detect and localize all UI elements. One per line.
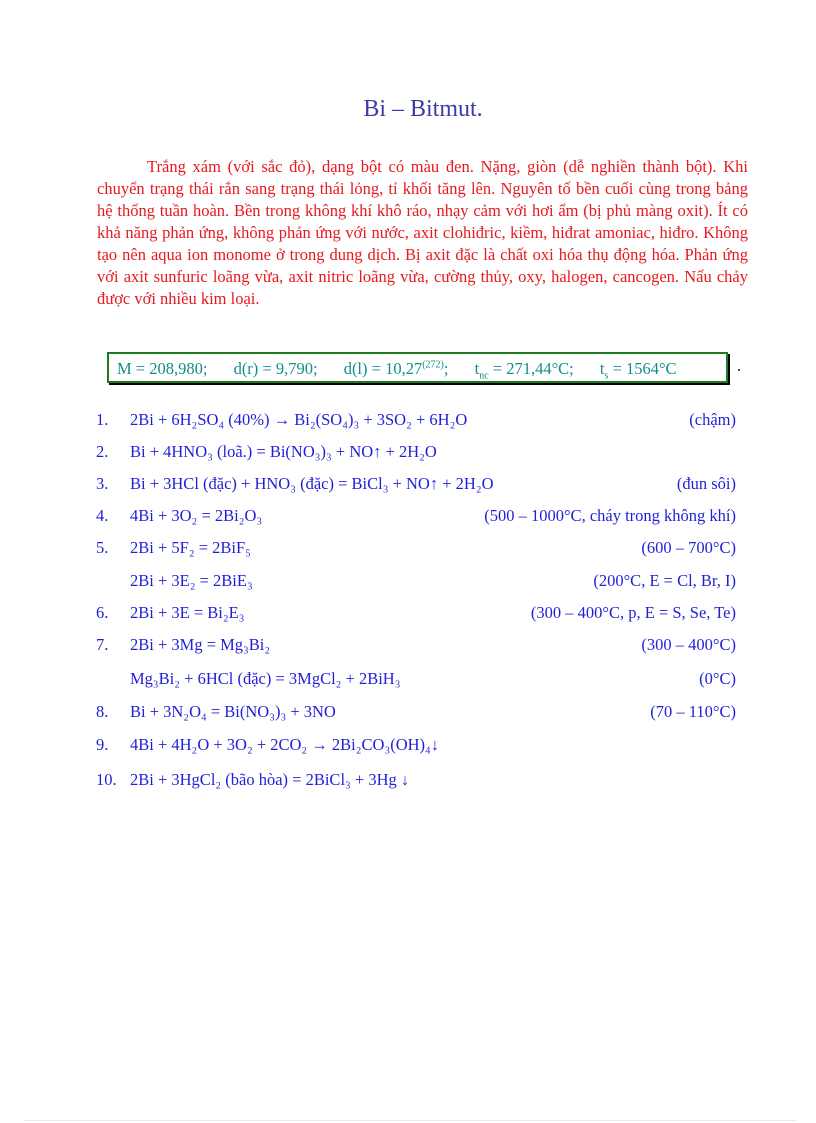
reaction-row (96, 442, 736, 464)
reaction-row (96, 571, 736, 593)
reaction-row (96, 474, 736, 496)
reaction-equation: 2Bi + 6H₂SO₄ (40%) → Bi₂(SO₄)₃ + 3SO₂ + 6H₂O (130, 410, 468, 429)
melting-point-label: t (474, 359, 480, 378)
page-bottom-divider (25, 1120, 795, 1121)
properties-line (117, 359, 677, 381)
boiling-point-value: = 1564°C (608, 359, 677, 378)
reaction-condition: (70 – 110°C) (650, 702, 736, 721)
reaction-number: 7. (96, 635, 109, 654)
reaction-equation: Mg₃Bi₂ + 6HCl (đặc) = 3MgCl₂ + 2BiH₃ (130, 669, 401, 688)
reaction-number: 6. (96, 603, 109, 622)
reaction-number: 4. (96, 506, 109, 525)
reaction-row (96, 410, 736, 432)
reaction-number: 10. (96, 770, 117, 789)
density-liquid-temp: (272) (422, 359, 444, 371)
description-paragraph: Trắng xám (với sắc đỏ), dạng bột có màu đen. Nặng, giòn (dễ nghiền thành bột). Khi chuyển trạng thái rắn sang trạng thái lỏng, tỉ khối tăng lên. Nguyên tố bền cuối cùng trong bảng hệ thống tuần hoàn. Bền trong không khí khô ráo, nhạy cảm với hơi ẩm (bị phủ màng oxit). Ít có khả năng phản ứng, không phản ứng với nước, axit clohiđric, kiềm, hiđrat amoniac, hiđro. Không tạo nên aqua ion monome ở trong dung dịch. Bị axit đặc là chất oxi hóa thụ động hóa. Phản ứng với axit sunfuric loãng vừa, axit nitric loãng vừa, cường thủy, oxy, halogen, cancogen. Nấu chảy được với nhiều kim loại. (97, 157, 748, 308)
density-liquid: $d(l) = 10,27^{(272)}$; (343, 359, 449, 378)
reaction-row (96, 702, 736, 724)
reaction-equation: Bi + 4HNO₃ (loã.) = Bi(NO₃)₃ + NO↑ + 2H₂O (130, 442, 437, 461)
reaction-equation: 4Bi + 4H₂O + 3O₂ + 2CO₂ → 2Bi₂CO₃(OH)₄↓ (130, 735, 440, 754)
melting-point-sub: nc (479, 370, 489, 382)
density-solid: d(r) = 9,790; (233, 359, 318, 378)
reaction-equation: 2Bi + 3E = Bi₂E₃ (130, 603, 245, 622)
reaction-equation: 2Bi + 5F₂ = 2BiF₅ (130, 538, 251, 557)
reaction-condition: (300 – 400°C) (641, 635, 736, 654)
reaction-equation: 2Bi + 3Mg = Mg₃Bi₂ (130, 635, 271, 654)
melting-point-value: = 271,44°C; (488, 359, 574, 378)
reaction-equation: Bi + 3HCl (đặc) + HNO₃ (đặc) = BiCl₃ + NO↑ + 2H₂O (130, 474, 494, 493)
reaction-row (96, 635, 736, 657)
boiling-point (599, 359, 677, 382)
reaction-condition: (chậm) (689, 410, 736, 429)
reaction-equation: Bi + 3N₂O₄ = Bi(NO₃)₃ + 3NO (130, 702, 336, 721)
reaction-row (96, 506, 736, 528)
properties-end-dot: . (737, 358, 741, 375)
reaction-row (96, 669, 736, 691)
reaction-equation: 2Bi + 3E₂ = 2BiE₃ (130, 571, 253, 590)
reaction-condition: (200°C, E = Cl, Br, I) (593, 571, 736, 590)
reaction-number: 8. (96, 702, 109, 721)
melting-point (474, 359, 574, 382)
reaction-number: 3. (96, 474, 109, 493)
reaction-condition: (300 – 400°C, p, E = S, Se, Te) (530, 603, 736, 622)
boiling-point-label: t (599, 359, 605, 378)
page-title: Bi – Bitmut. (363, 96, 483, 122)
reaction-row (96, 603, 736, 625)
properties-box (107, 352, 728, 383)
reaction-number: 5. (96, 538, 109, 557)
reaction-condition: (đun sôi) (676, 474, 736, 493)
reaction-row (96, 735, 736, 757)
reaction-condition: (500 – 1000°C, cháy trong không khí) (484, 506, 736, 525)
reaction-row (96, 770, 736, 792)
reaction-equation: 4Bi + 3O₂ = 2Bi₂O₃ (130, 506, 263, 525)
reaction-number: 2. (96, 442, 109, 461)
reaction-condition: (0°C) (699, 669, 736, 688)
reaction-condition: (600 – 700°C) (641, 538, 736, 557)
reaction-number: 9. (96, 735, 109, 754)
reaction-row (96, 538, 736, 560)
density-liquid-value: d(l) = 10,27 (343, 359, 423, 378)
properties-panel (107, 352, 741, 382)
reaction-number: 1. (96, 410, 109, 429)
reaction-equation: 2Bi + 3HgCl₂ (bão hòa) = 2BiCl₃ + 3Hg ↓ (130, 770, 410, 789)
molar-mass: M = 208,980; (117, 359, 208, 378)
boiling-point-sub: s (604, 370, 609, 382)
